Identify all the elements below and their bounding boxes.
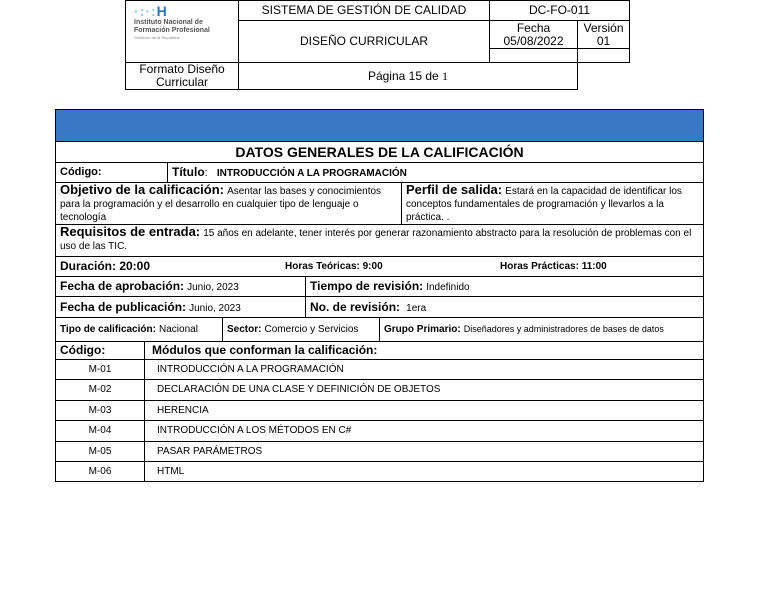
logo-line-2: Formación Profesional xyxy=(134,27,210,34)
module-code: M-03 xyxy=(88,405,112,416)
logo-mark: ·:·:H xyxy=(134,3,168,19)
module-code: M-06 xyxy=(88,466,112,477)
blank-cell xyxy=(490,49,578,63)
document-header xyxy=(125,0,630,90)
module-name: DECLARACIÓN DE UNA CLASE Y DEFINICIÓN DE OBJETOS xyxy=(144,380,703,400)
horas-practicas: Horas Prácticas: 11:00 xyxy=(500,261,607,272)
fecha-publicacion: Fecha de publicación: Junio, 2023 xyxy=(60,300,241,314)
version-cell xyxy=(578,21,630,49)
format-name: Formato Diseño Curricular xyxy=(126,63,239,90)
module-row xyxy=(56,442,703,462)
doc-title: DISEÑO CURRICULAR xyxy=(239,21,490,63)
version-label: Versión xyxy=(583,20,624,35)
blue-header-bar xyxy=(56,110,703,142)
titulo-cell: Título: INTRODUCCIÓN A LA PROGRAMACIÓN xyxy=(167,163,703,182)
logo-line-3: Gobierno de la República xyxy=(134,35,180,40)
datos-generales-table xyxy=(55,109,704,482)
system-name: SISTEMA DE GESTIÓN DE CALIDAD xyxy=(239,1,490,21)
module-name: INTRODUCCIÓN A LA PROGRAMACIÓN xyxy=(144,360,703,379)
section-title: DATOS GENERALES DE LA CALIFICACIÓN xyxy=(235,144,524,160)
logo-line-1: Instituto Nacional de xyxy=(134,19,203,26)
fecha-aprobacion: Fecha de aprobación: Junio, 2023 xyxy=(60,279,239,293)
perfil-cell: Perfil de salida: Estará en la capacidad de identificar los conceptos fundamentales de programación y llevarlos a la práctica. . xyxy=(401,183,703,224)
tipo-calificacion: Tipo de calificación: Nacional xyxy=(60,324,198,335)
modulos-header: Módulos que conforman la calificación: xyxy=(144,342,703,359)
module-row xyxy=(56,380,703,401)
horas-teoricas: Horas Teóricas: 9:00 xyxy=(285,261,383,272)
module-name: HTML xyxy=(144,462,703,481)
requisitos-cell: Requisitos de entrada: 15 años en adelante, tener interés por generar razonamiento abstracto para la resolución de problemas con el uso de las TIC. xyxy=(60,225,692,252)
module-name: PASAR PARÁMETROS xyxy=(144,442,703,461)
module-name: INTRODUCCIÓN A LOS MÉTODOS EN C# xyxy=(144,421,703,441)
version-value: 01 xyxy=(596,33,611,48)
numero-revision: No. de revisión: 1era xyxy=(305,297,703,317)
codigo-cell: Código: xyxy=(60,166,102,178)
module-row xyxy=(56,360,703,380)
fecha-cell xyxy=(490,21,578,49)
module-row xyxy=(56,462,703,481)
fecha-label: Fecha xyxy=(516,20,551,35)
module-name: HERENCIA xyxy=(144,401,703,420)
blank-cell xyxy=(578,49,630,63)
page-number: Página 15 de 1 xyxy=(239,63,578,90)
logo xyxy=(126,1,239,63)
module-code: M-04 xyxy=(88,425,112,436)
module-row xyxy=(56,421,703,442)
module-code: M-02 xyxy=(88,384,112,395)
duracion: Duración: 20:00 xyxy=(60,259,151,273)
module-row xyxy=(56,401,703,421)
tiempo-revision: Tiempo de revisión: Indefinido xyxy=(305,277,703,296)
doc-code: DC-FO-011 xyxy=(490,1,630,21)
sector: Sector: Comercio y Servicios xyxy=(222,318,379,341)
objetivo-cell: Objetivo de la calificación: Asentar las bases y conocimientos para la programación y el desarrollo en cualquier tipo de lenguaje o tecnología xyxy=(60,183,382,223)
module-code: M-05 xyxy=(88,446,112,457)
modulos-codigo-header: Código: xyxy=(60,343,106,357)
module-code: M-01 xyxy=(88,364,112,375)
grupo-primario: Grupo Primario: Diseñadores y administradores de bases de datos xyxy=(379,318,703,341)
fecha-value: 05/08/2022 xyxy=(503,33,564,48)
